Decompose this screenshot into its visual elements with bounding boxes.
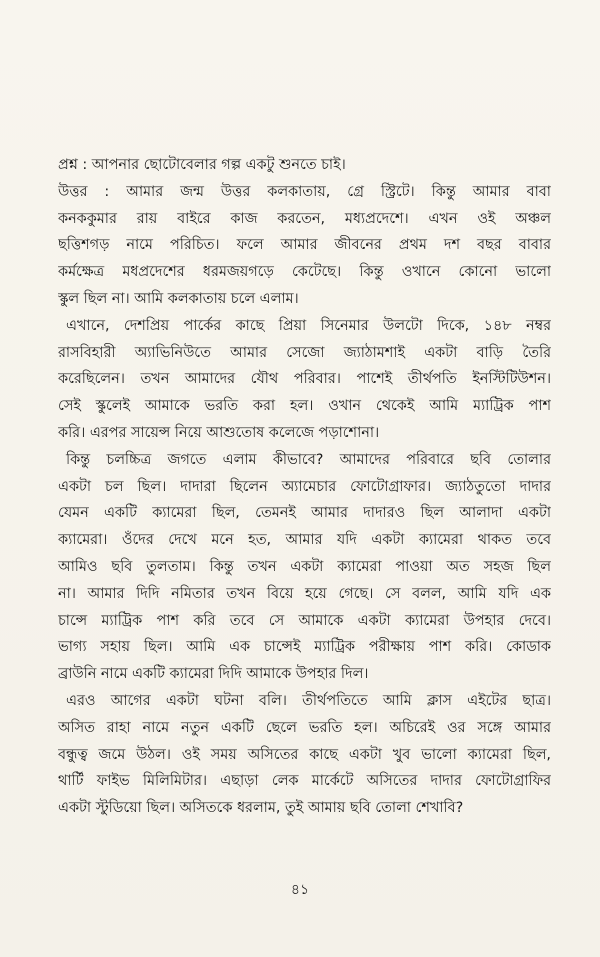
paragraph: [58, 179, 551, 313]
text-line: কনককুমার রায় বাইরে কাজ করতেন, মধ্যপ্রদেশে। এখন ওই অঞ্চল: [58, 210, 551, 227]
text-line: অসিত রাহা নামে নতুন একটি ছেলে ভরতি হল। অচিরেই ওর সঙ্গে আমার: [58, 719, 551, 736]
text-line: আমিও ছবি তুলতাম। কিন্তু তখন একটা ক্যামেরা পাওয়া অত সহজ ছিল: [58, 558, 551, 575]
text-line: কিন্তু চলচ্চিত্র জগতে এলাম কীভাবে? আমাদের পরিবারে ছবি তোলার: [66, 451, 551, 468]
text-line: প্রশ্ন : আপনার ছোটোবেলার গল্প একটু শুনতে চাই।: [58, 157, 346, 173]
text-line: বন্ধুত্ব জমে উঠল। ওই সময় অসিতের কাছে একটা খুব ভালো ক্যামেরা ছিল,: [58, 746, 551, 763]
text-line: এখানে, দেশপ্রিয় পার্কের কাছে প্রিয়া সিনেমার উলটো দিকে, ১৪৮ নম্বর: [66, 317, 551, 334]
text-line: ছত্তিশগড় নামে পরিচিত। ফলে আমার জীবনের প্রথম দশ বছর বাবার: [58, 237, 551, 254]
text-line: একটা স্টুডিয়ো ছিল। অসিতকে ধরলাম, তুই আমায় ছবি তোলা শেখাবি?: [58, 800, 464, 817]
text-line: সেই স্কুলেই আমাকে ভরতি করা হল। ওখান থেকেই আমি ম্যাট্রিক পাশ: [58, 398, 551, 415]
text-line: থার্টি ফাইভ মিলিমিটার। এছাড়া লেক মার্কেটে অসিতের দাদার ফোটোগ্রাফির: [58, 773, 551, 790]
paragraph: [58, 688, 551, 822]
paragraph: [58, 447, 551, 688]
paragraph: [58, 313, 551, 447]
text-line: এরও আগের একটা ঘটনা বলি। তীর্থপতিতে আমি ক্লাস এইটের ছাত্র।: [66, 692, 551, 709]
text-line: একটা চল ছিল। দাদারা ছিলেন অ্যামেচার ফোটোগ্রাফার। জ্যাঠতুতো দাদার: [58, 478, 551, 495]
text-line: করি। এরপর সায়েন্স নিয়ে আশুতোষ কলেজে পড়াশোনা।: [58, 424, 380, 441]
text-line: যেমন একটি ক্যামেরা ছিল, তেমনই আমার দাদারও ছিল আলাদা একটা: [58, 505, 551, 522]
text-line: স্কুল ছিল না। আমি কলকাতায় চলে এলাম।: [58, 290, 299, 307]
body-text: [58, 152, 551, 822]
text-line: ব্রাউনি নামে একটি ক্যামেরা দিদি আমাকে উপহার দিল।: [58, 666, 369, 683]
text-line: ক্যামেরা। ওঁদের দেখে মনে হত, আমার যদি একটা ক্যামেরা থাকত তবে: [58, 532, 551, 549]
page-number: ৪১: [290, 882, 310, 898]
text-line: না। আমার দিদি নমিতার তখন বিয়ে হয়ে গেছে। সে বলল, আমি যদি এক: [58, 585, 551, 602]
text-line: উত্তর : আমার জন্ম উত্তর কলকাতায়, গ্রে স্ট্রিটে। কিন্তু আমার বাবা: [58, 183, 551, 200]
text-line: কর্মক্ষেত্র মধপ্রদেশের ধরমজয়গড়ে কেটেছে। কিন্তু ওখানে কোনো ভালো: [58, 264, 551, 281]
text-line: চান্সে ম্যাট্রিক পাশ করি তবে সে আমাকে একটা ক্যামেরা উপহার দেবে।: [58, 612, 551, 629]
text-line: ভাগ্য সহায় ছিল। আমি এক চান্সেই ম্যাট্রিক পরীক্ষায় পাশ করি। কোডাক: [58, 639, 551, 656]
text-line: রাসবিহারী অ্যাভিনিউতে আমার সেজো জ্যাঠামশাই একটা বাড়ি তৈরি: [58, 344, 551, 361]
text-line: করেছিলেন। তখন আমাদের যৌথ পরিবার। পাশেই তীর্থপতি ইনস্টিটিউশন।: [58, 371, 551, 388]
paragraph: [58, 152, 551, 179]
